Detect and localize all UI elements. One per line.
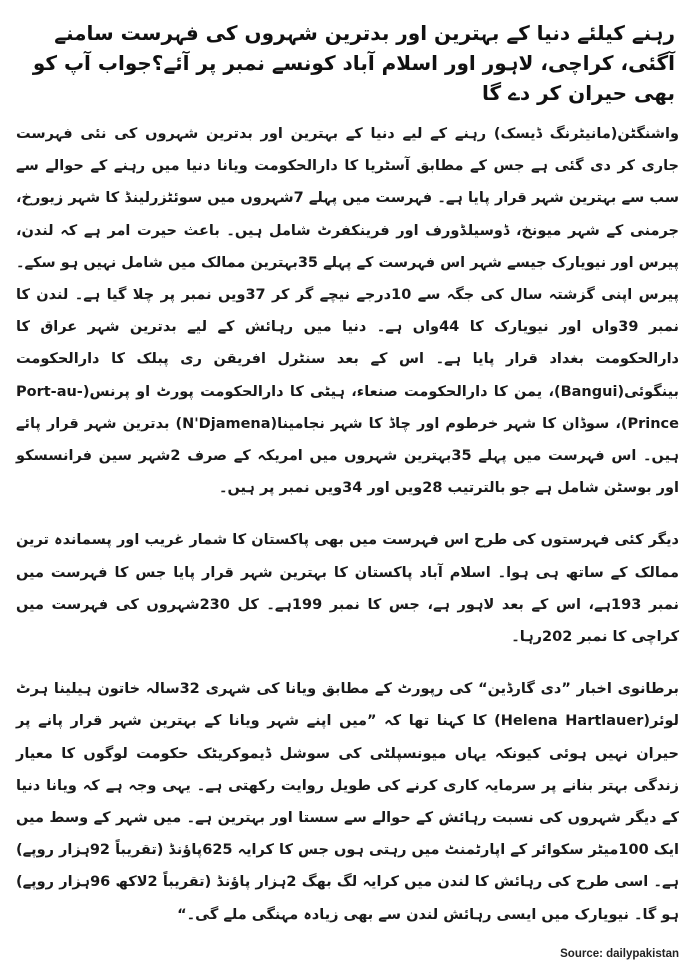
article-paragraph: دیگر کئی فہرستوں کی طرح اس فہرست میں بھی پاکستان کا شمار غریب اور پسماندہ ترین ممالک کے ساتھ ہی ہوا۔ اسلام آباد پاکستان کا بہترین شہر قرار پایا جس کا فہرست میں نمبر 193ہے، اس کے بعد لاہور ہے، جس کا نمبر 199ہے۔ کل 230شہروں کی فہرست میں کراچی کا نمبر 202رہا۔ [16, 532, 679, 646]
article-headline: رہنے کیلئے دنیا کے بہترین اور بدترین شہروں کی فہرست سامنے آگئی، کراچی، لاہور اور اسلام آباد کونسے نمبر پر آئے؟جواب آپ کو بھی حیران کر دے گا [32, 21, 675, 105]
article-paragraph: برطانوی اخبار ”دی گارڈین“ کی رپورٹ کے مطابق ویانا کی شہری 32سالہ خاتون ہیلینا ہرٹ لوئر(Helena Hartlauer) کا کہنا تھا کہ ”میں اپنے شہر ویانا کے بہترین شہر قرار پانے پر حیران نہیں ہوئی کیونکہ یہاں میونسپلٹی کی سوشل ڈیموکریٹک حکومت لوگوں کا معیار زندگی بہتر بنانے پر سرمایہ کاری کرنے کی طویل روایت رکھتی ہے۔ یہی وجہ ہے کہ ویانا دنیا کے دیگر شہروں کی نسبت رہائش کے حوالے سے سستا اور بہترین ہے۔ میں شہر کے وسط میں ایک 100میٹر سکوائر کے اپارٹمنٹ میں رہتی ہوں جس کا کرایہ 625پاﺅنڈ (تقریباً 92ہزار روپے) ہے۔ اسی طرح کی رہائش کا لندن میں کرایہ لگ بھگ 2ہزار پاﺅنڈ (تقریباً 2لاکھ 96ہزار روپے) ہو گا۔ نیویارک میں ایسی رہائش لندن سے بھی زیادہ مہنگی ملے گی۔“ [16, 681, 680, 923]
article-paragraph: واشنگٹن(مانیٹرنگ ڈیسک) رہنے کے لیے دنیا کے بہترین اور بدترین شہروں کی نئی فہرست جاری کر دی گئی ہے جس کے مطابق آسٹریا کا دارالحکومت ویانا دنیا میں رہنے کے حوالے سے سب سے بہترین شہر قرار پایا ہے۔ فہرست میں پہلے 7شہروں میں سوئٹزرلینڈ کا شہر زیورخ، جرمنی کے شہر میونخ، ڈوسیلڈورف اور فرینکفرٹ شامل ہیں۔ باعث حیرت امر ہے کہ لندن، پیرس اور نیویارک جیسے شہر اس فہرست کے پہلے 35بہترین ممالک میں شامل نہیں ہو سکے۔ پیرس اپنی گزشتہ سال کی جگہ سے 10درجے نیچے گر کر 37ویں نمبر پر چلا گیا ہے۔ لندن کا نمبر 39واں اور نیویارک کا 44واں ہے۔ دنیا میں رہائش کے لیے بدترین شہر عراق کا دارالحکومت بغداد قرار پایا ہے۔ اس کے بعد سنٹرل افریقن ری پبلک کا دارالحکومت بینگوئی(Bangui)، یمن کا دارالحکومت صنعاء، ہیٹی کا دارالحکومت پورٹ او پرنس(Port-au-Prince)، سوڈان کا شہر خرطوم اور چاڈ کا شہر نجامینا(N'Djamena) بدترین شہر قرار پائے ہیں۔ اس فہرست میں پہلے 35بہترین شہروں میں امریکہ کے صرف 2شہر سین فرانسسکو اور بوسٹن شامل ہے جو بالترتیب 28ویں اور 34ویں نمبر پر ہیں۔ [15, 126, 680, 497]
source-credit: Source: dailypakistan [560, 948, 679, 960]
